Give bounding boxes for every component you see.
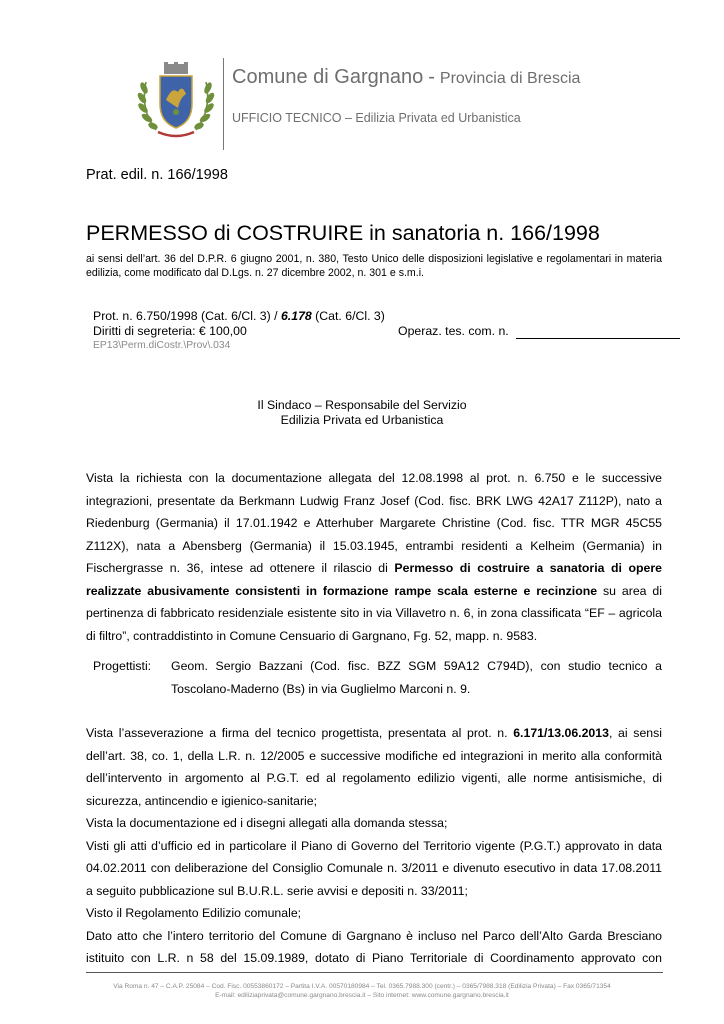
file-path: EP13\Perm.diCostr.\Prov\.034: [93, 340, 231, 351]
designers-label: Progettisti:: [93, 659, 152, 673]
issuer-line-2: Edilizia Privata ed Urbanistica: [280, 413, 444, 427]
footer-address: Via Roma n. 47 – C.A.P. 25084 – Cod. Fisc. 00553860172 – Partita I.V.A. 00570180984 – Tel. 0365.7988.300 (centr.) – 0365/7988.318 (Edilizia Privata) – Fax 0365/71354: [113, 983, 611, 990]
municipal-crest-icon: [134, 60, 218, 140]
treasury-operation-blank: [516, 338, 680, 339]
secretarial-fees: Diritti di segreteria: € 100,00: [93, 324, 247, 338]
assertion-paragraph: Vista l’asseverazione a firma del tecnico progettista, presentata al prot. n. 6.171/13.06.2013, ai sensi dell’art. 38, co. 1, della L.R. n. 12/2005 e successive modifiche ed integrazioni in merito alla conformità dell’intervento in argomento al P.G.T. ed al regolamento edilizio vigenti, alle norme antisismiche, di sicurezza, antincendio e igienico-sanitarie;: [86, 726, 662, 808]
footer-divider: [86, 972, 663, 973]
practice-number: Prat. edil. n. 166/1998: [86, 167, 228, 183]
footer-contacts: E-mail: ediliziaprivata@comune.gargnano.brescia.it – Sito internet: www.comune.gargnano.brescia.it: [215, 992, 509, 999]
document-subtitle: ai sensi dell’art. 36 del D.P.R. 6 giugno 2001, n. 380, Testo Unico delle disposizioni legislative e regolamentari in materia edilizia, come modificato dal D.Lgs. n. 27 dicembre 2002, n. 301 e s.m.i.: [86, 253, 662, 279]
pgt-paragraph: Visti gli atti d’ufficio ed in particolare il Piano di Governo del Territorio vigente (P.G.T.) approvato in data 04.02.2011 con deliberazione del Consiglio Comunale n. 3/2011 e divenuto esecutivo in data 17.08.2011 a seguito pubblicazione sul B.U.R.L. serie avvisi e depositi n. 33/2011;: [86, 838, 662, 898]
municipality-name: Comune di Gargnano - Provincia di Brescia: [232, 66, 581, 88]
park-paragraph: Dato atto che l’intero territorio del Comune di Gargnano è incluso nel Parco dell’Alto Garda Bresciano istituito con L.R. n 58 del 15.09.1989, dotato di Piano Territoriale di Coordinamento approvato con: [86, 928, 662, 965]
issuer-line-1: Il Sindaco – Responsabile del Servizio: [257, 398, 467, 412]
building-regulation-paragraph: Visto il Regolamento Edilizio comunale;: [86, 906, 302, 920]
document-title: PERMESSO di COSTRUIRE in sanatoria n. 166/1998: [86, 221, 600, 245]
office-name: UFFICIO TECNICO – Edilizia Privata ed Urbanistica: [232, 111, 521, 125]
considerations-block: [86, 722, 662, 970]
header-divider: [223, 58, 224, 150]
documentation-paragraph: Vista la documentazione ed i disegni allegati alla domanda stessa;: [86, 816, 448, 830]
designers-text: Geom. Sergio Bazzani (Cod. fisc. BZZ SGM 59A12 C794D), con studio tecnico a Toscolano-Maderno (Bs) in via Guglielmo Marconi n. 9.: [171, 659, 662, 696]
protocol-number: Prot. n. 6.750/1998 (Cat. 6/Cl. 3) / 6.178 (Cat. 6/Cl. 3): [93, 309, 385, 323]
treasury-operation-label: Operaz. tes. com. n.: [398, 324, 509, 338]
issuer-block: [0, 398, 724, 428]
request-paragraph: Vista la richiesta con la documentazione allegata del 12.08.1998 al prot. n. 6.750 e le successive integrazioni, presentate da Berkmann Ludwig Franz Josef (Cod. fisc. BRK LWG 42A17 Z112P), nato a Riedenburg (Germania) il 17.01.1942 e Atterhuber Margarete Christine (Cod. fisc. TTR MGR 45C55 Z112X), nata a Abensberg (Germania) il 15.03.1945, entrambi residenti a Kelheim (Germania) in Fischergrasse n. 36, intese ad ottenere il rilascio di Permesso di costruire a sanatoria di opere realizzate abusivamente consistenti in formazione rampe scala esterne e recinzione su area di pertinenza di fabbricato residenziale esistente sito in via Villavetro n. 6, in zona classificata “EF – agricola di filtro”, contraddistinto in Comune Censuario di Gargnano, Fg. 52, mapp. n. 9583.: [86, 471, 662, 643]
province-name: Provincia di Brescia: [439, 70, 581, 87]
